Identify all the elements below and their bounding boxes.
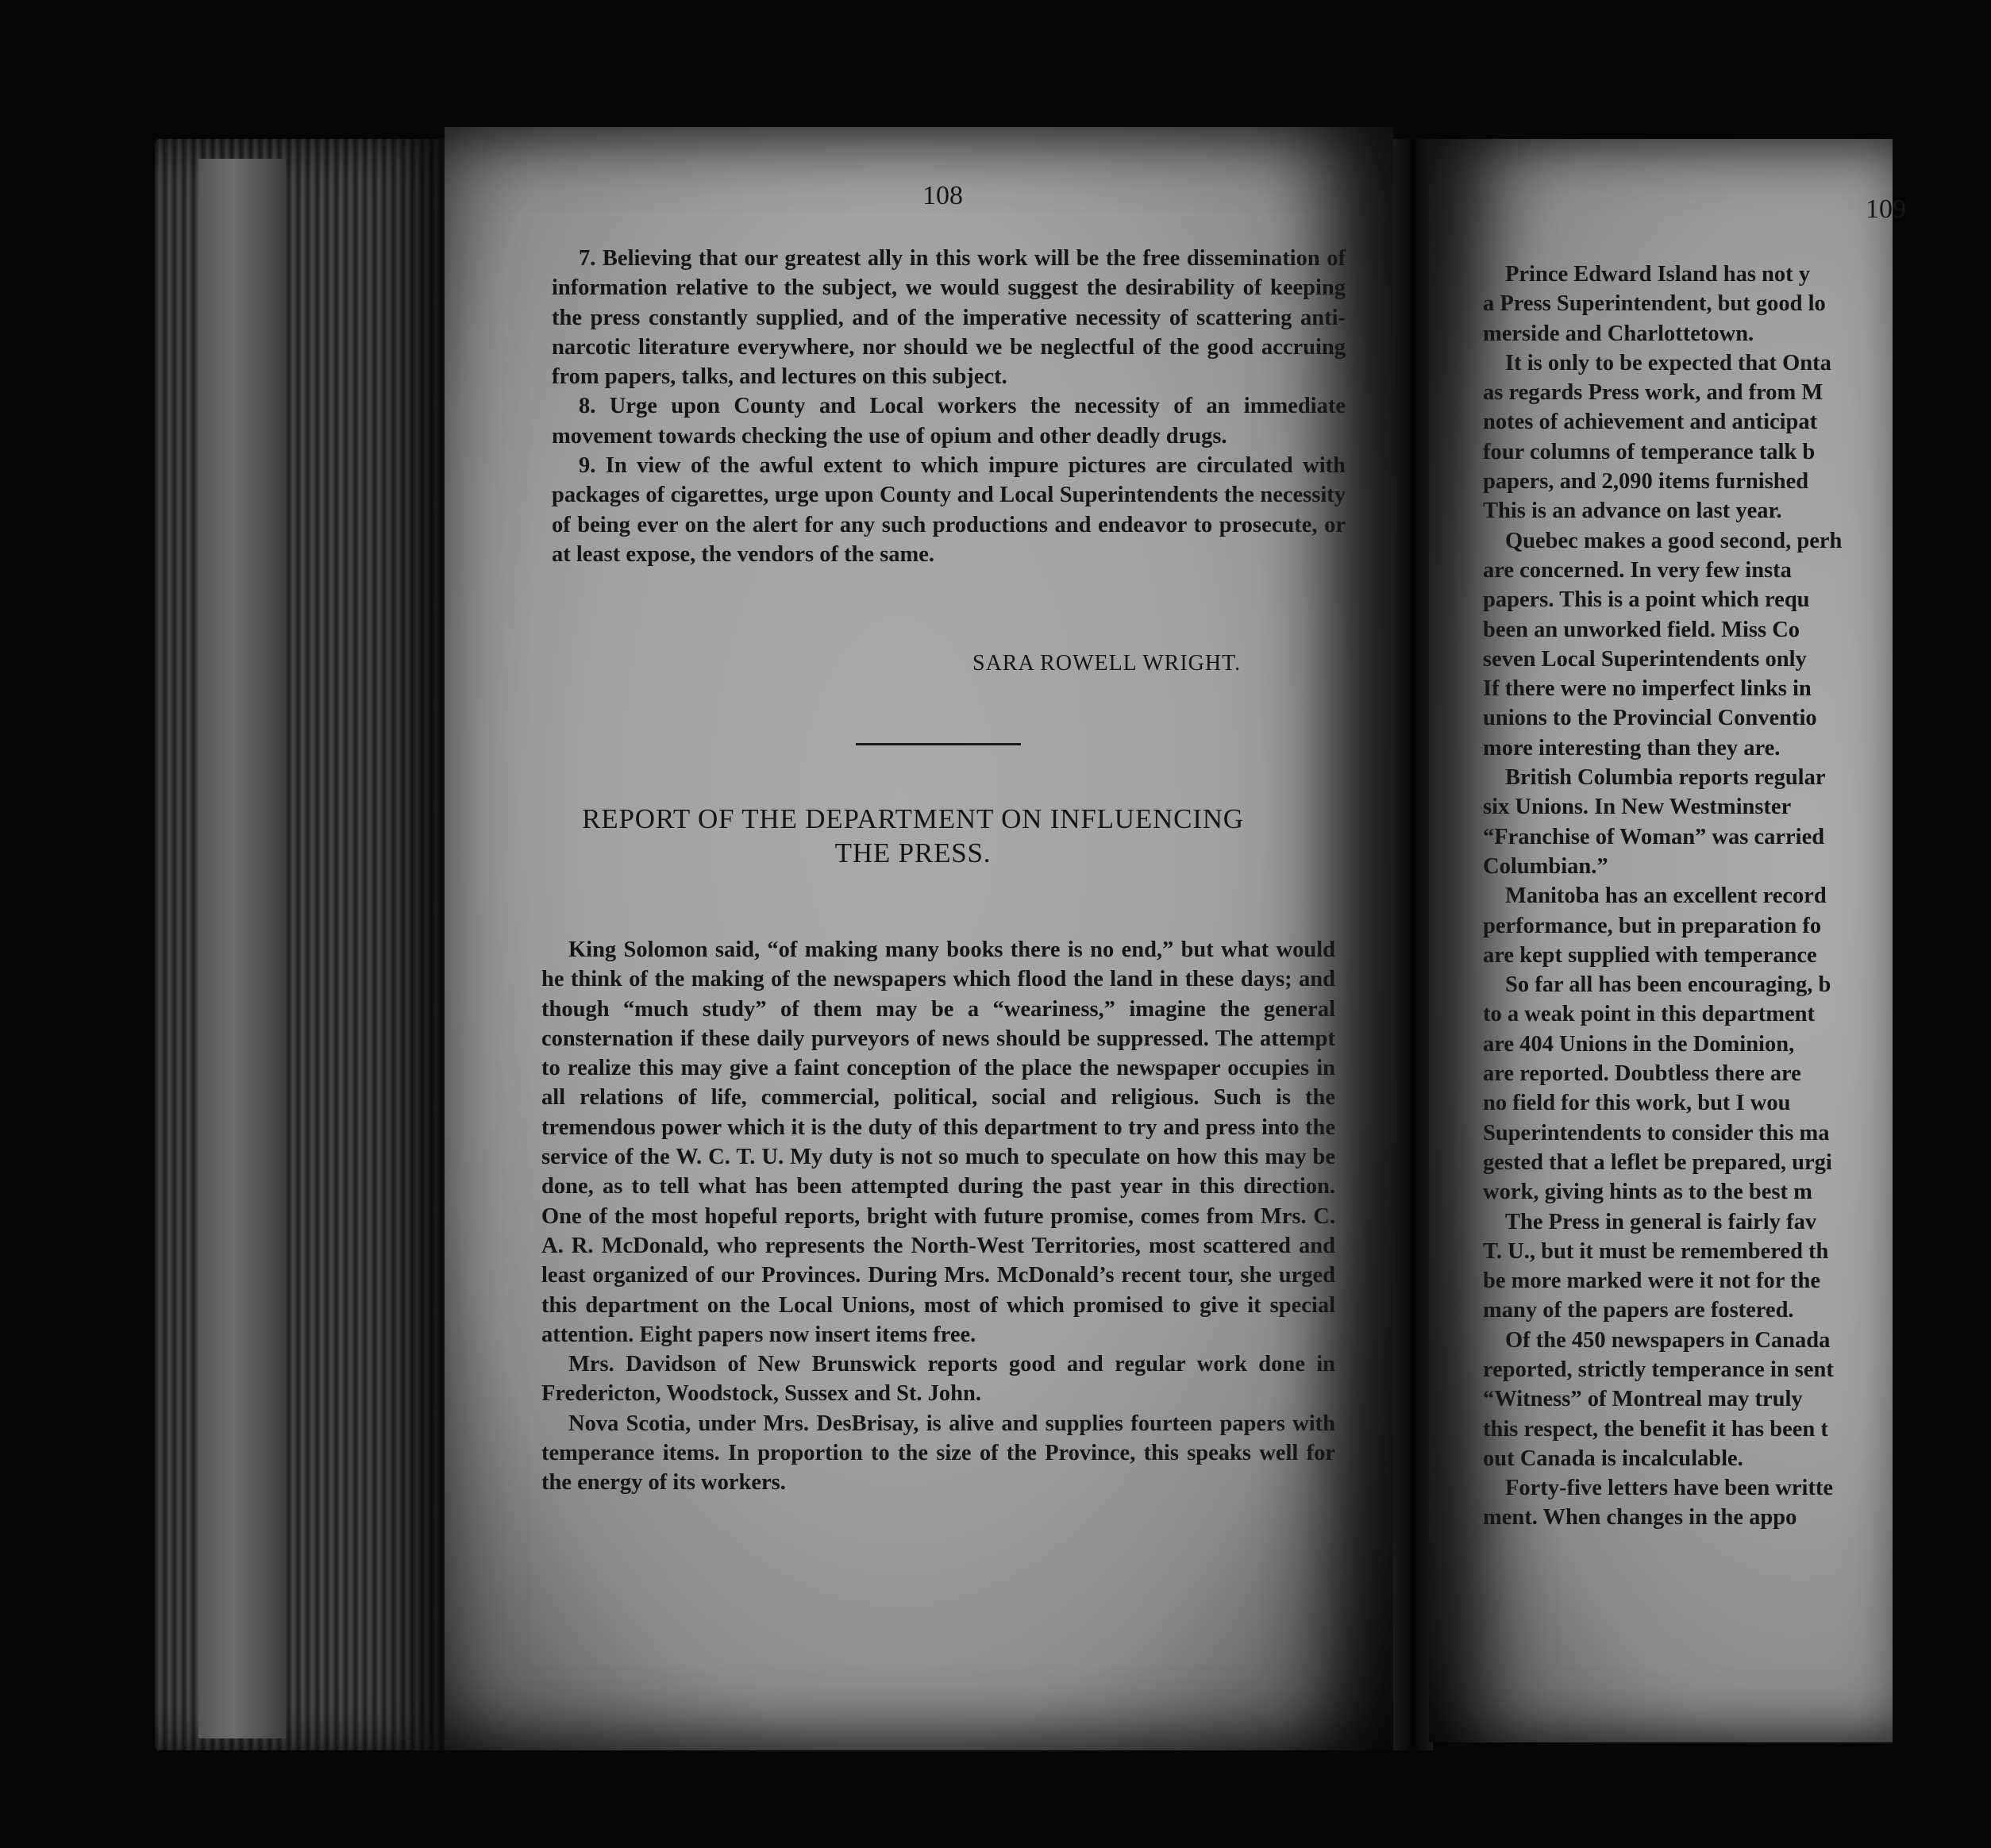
right-page-line: Manitoba has an excellent record xyxy=(1505,884,1827,909)
right-page-line: Forty-five letters have been writte xyxy=(1505,1476,1834,1501)
right-page-line: This is an advance on last year. xyxy=(1483,499,1782,524)
right-page-line: Prince Edward Island has not y xyxy=(1505,262,1811,287)
left-page-number: 108 xyxy=(922,181,963,210)
right-page-line: out Canada is incalculable. xyxy=(1483,1446,1743,1471)
right-page-line: as regards Press work, and from M xyxy=(1483,380,1823,406)
right-page-line: a Press Superintendent, but good lo xyxy=(1483,291,1826,317)
resolutions-block xyxy=(552,244,1346,569)
report-paragraph-3: Nova Scotia, under Mrs. DesBrisay, is alive and supplies fourteen papers with temperance items. In proportion to the size of the Province, this speaks well for the energy of its workers. xyxy=(541,1411,1335,1496)
right-page-line: papers. This is a point which requ xyxy=(1483,587,1810,613)
right-page-line: no field for this work, but I wou xyxy=(1483,1091,1791,1116)
report-paragraph-1: King Solomon said, “of making many books there is no end,” but what would he think of the making of the newspapers which flood the land in these days; and though “much study” of them may be a “weariness,” imagine the general consternation if these daily purveyors of news should be suppressed. The attempt to realize this may give a faint conception of the place the newspaper occupies in all relations of life, commercial, political, social and religious. Such is the tremendous power which it is the duty of this department to try and press into the service of the W. C. T. U. My duty is not so much to speculate on how this may be done, as to tell what has been attempted during the past year in this direction. One of the most hopeful reports, bright with future promise, comes from Mrs. C. A. R. McDonald, who represents the North-West Territories, most scattered and least organized of our Provinces. During Mrs. McDonald’s recent tour, she urged this department on the Local Unions, most of which promised to give it special attention. Eight papers now insert items free. xyxy=(541,937,1335,1347)
right-page-line: performance, but in preparation fo xyxy=(1483,913,1822,938)
right-page-line: papers, and 2,090 items furnished xyxy=(1483,469,1809,495)
report-body xyxy=(541,935,1335,1498)
right-page-line: work, giving hints as to the best m xyxy=(1483,1180,1812,1205)
right-page-line: are concerned. In very few insta xyxy=(1483,557,1792,583)
right-page-line: So far all has been encouraging, b xyxy=(1505,972,1831,998)
right-page-line: are reported. Doubtless there are xyxy=(1483,1061,1801,1087)
right-page-line: Quebec makes a good second, perh xyxy=(1505,528,1843,553)
right-page-line: be more marked were it not for the xyxy=(1483,1269,1821,1294)
heading-line-1: REPORT OF THE DEPARTMENT ON INFLUENCING xyxy=(582,803,1244,834)
right-page-line: seven Local Superintendents only xyxy=(1483,646,1807,672)
right-page-line: notes of achievement and anticipat xyxy=(1483,410,1818,435)
section-heading xyxy=(524,802,1302,870)
right-page-line: are kept supplied with temperance xyxy=(1483,942,1817,968)
left-page xyxy=(445,127,1393,1750)
resolution-9: 9. In view of the awful extent to which impure pictures are circulated with packages of cigarettes, urge upon County and Local Superintendents the necessity of being ever on the alert for any such productions and endeavor to prosecute, or at least expose, the vendors of the same. xyxy=(552,453,1346,567)
right-page-line: The Press in general is fairly fav xyxy=(1505,1209,1817,1234)
right-page-line: Columbian.” xyxy=(1483,853,1608,879)
heading-line-2: THE PRESS. xyxy=(834,837,992,868)
right-page-line: four columns of temperance talk b xyxy=(1483,439,1816,464)
right-page-line: British Columbia reports regular xyxy=(1505,765,1826,791)
resolution-8: 8. Urge upon County and Local workers the necessity of an immediate movement towards checking the use of opium and other deadly drugs. xyxy=(552,394,1346,449)
resolution-7: 7. Believing that our greatest ally in this work will be the free dissemination of information relative to the subject, we would suggest the desirability of keeping the press constantly supplied, and of the imperative necessity of scattering anti-narcotic literature everywhere, nor should we be neglectful of the good accruing from papers, talks, and lectures on this subject. xyxy=(552,246,1346,390)
right-page-line: If there were no imperfect links in xyxy=(1483,676,1812,702)
right-page-line: this respect, the benefit it has been t xyxy=(1483,1416,1828,1442)
right-page xyxy=(1429,139,1906,1742)
right-page-line: It is only to be expected that Onta xyxy=(1505,350,1831,375)
right-page-line: “Witness” of Montreal may truly xyxy=(1483,1387,1803,1412)
right-page-line: ment. When changes in the appo xyxy=(1483,1505,1797,1530)
right-page-line: merside and Charlottetown. xyxy=(1483,321,1754,346)
section-divider xyxy=(856,743,1021,745)
page-stack-inner-edge xyxy=(198,159,286,1738)
report-paragraph-2: Mrs. Davidson of New Brunswick reports good and regular work done in Fredericton, Woodstock, Sussex and St. John. xyxy=(541,1352,1335,1407)
right-page-line: gested that a leflet be prepared, urgi xyxy=(1483,1149,1832,1175)
right-page-number: 109 xyxy=(1866,194,1906,224)
signature: SARA ROWELL WRIGHT. xyxy=(972,651,1242,676)
right-page-line: are 404 Unions in the Dominion, xyxy=(1483,1031,1795,1057)
book-gutter xyxy=(1393,139,1433,1750)
right-page-line: T. U., but it must be remembered th xyxy=(1483,1238,1829,1264)
right-page-line: six Unions. In New Westminster xyxy=(1483,795,1792,820)
right-page-line: “Franchise of Woman” was carried xyxy=(1483,824,1825,849)
right-page-line: to a weak point in this department xyxy=(1483,1002,1816,1027)
right-page-line: more interesting than they are. xyxy=(1483,735,1781,760)
right-page-line: many of the papers are fostered. xyxy=(1483,1298,1794,1323)
right-page-line: been an unworked field. Miss Co xyxy=(1483,617,1800,642)
right-page-line: Superintendents to consider this ma xyxy=(1483,1120,1830,1145)
right-page-line: Of the 450 newspapers in Canada xyxy=(1505,1327,1831,1353)
right-page-line: unions to the Provincial Conventio xyxy=(1483,706,1817,731)
right-page-line: reported, strictly temperance in sent xyxy=(1483,1357,1834,1382)
right-page-text xyxy=(1483,260,1991,1533)
